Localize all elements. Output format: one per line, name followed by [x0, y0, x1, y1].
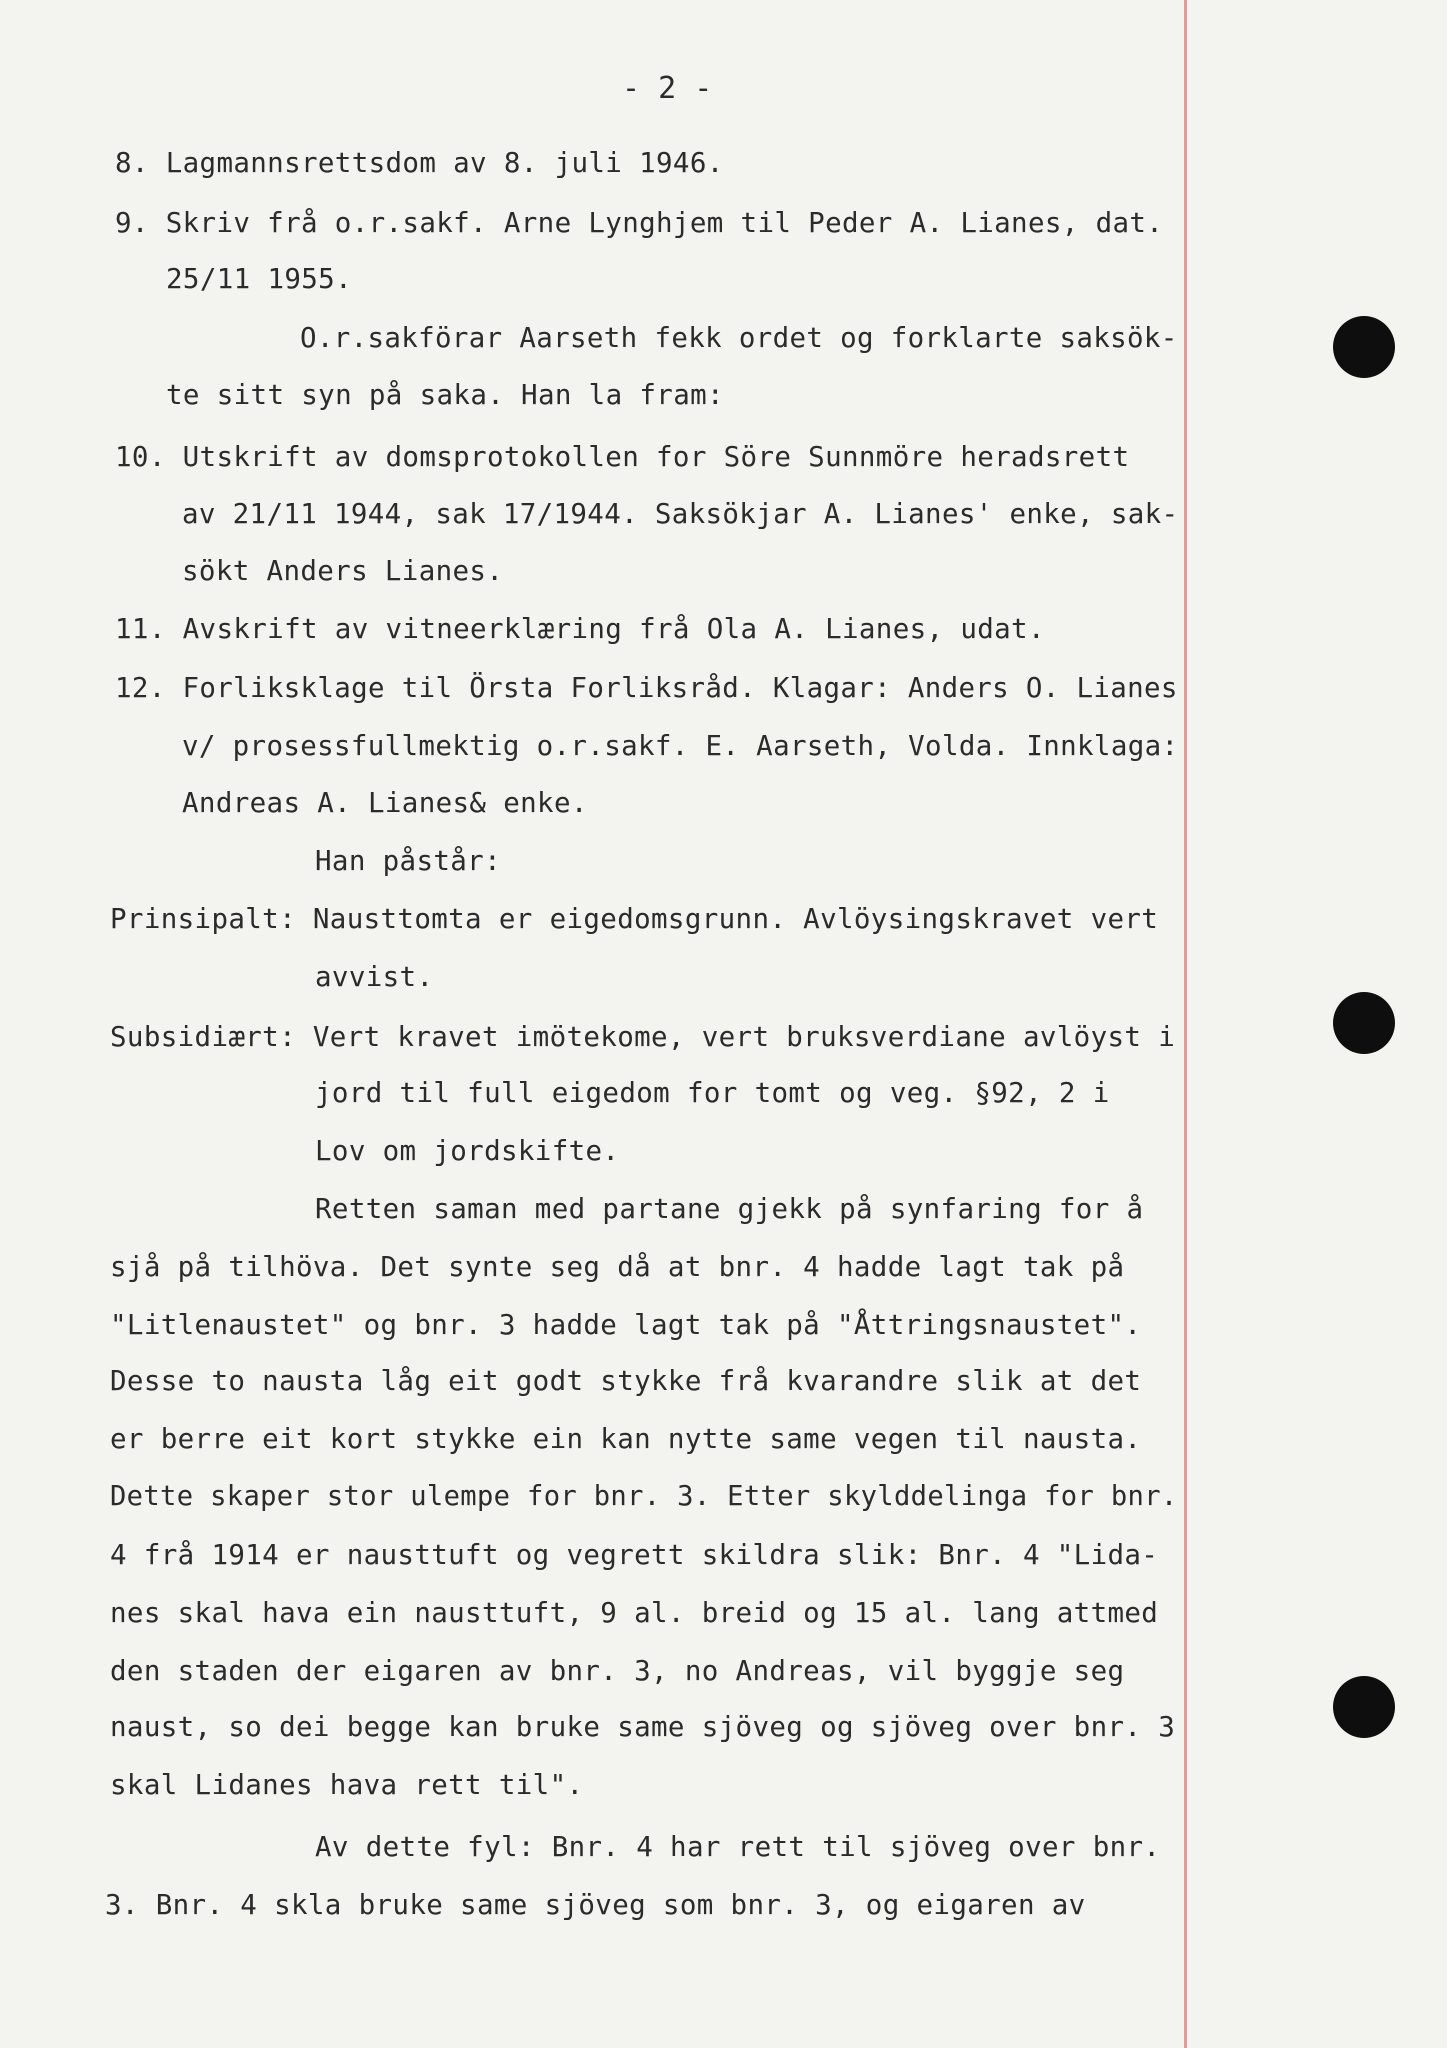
text-line: v/ prosessfullmektig o.r.sakf. E. Aarseth, Volda. Innklaga:: [182, 731, 1179, 762]
text-line: avvist.: [315, 961, 434, 993]
text-line: Desse to nausta låg eit godt stykke frå kvarandre slik at det: [110, 1365, 1142, 1397]
page-number: - 2 -: [622, 71, 713, 106]
text-line: er berre eit kort stykke ein kan nytte same vegen til nausta.: [110, 1423, 1142, 1455]
punch-hole-bottom: [1333, 1676, 1395, 1738]
text-line: 10. Utskrift av domsprotokollen for Söre Sunnmöre heradsrett: [115, 441, 1130, 473]
text-line: Subsidiært: Vert kravet imötekome, vert bruksverdiane avlöyst i: [110, 1021, 1176, 1053]
text-line: av 21/11 1944, sak 17/1944. Saksökjar A. Lianes' enke, sak-: [182, 499, 1179, 530]
text-line: Andreas A. Lianes& enke.: [182, 787, 588, 819]
text-line: skal Lidanes hava rett til".: [110, 1769, 584, 1801]
text-line: den staden der eigaren av bnr. 3, no Andreas, vil byggje seg: [110, 1655, 1125, 1687]
text-line: Prinsipalt: Nausttomta er eigedomsgrunn. Avlöysingskravet vert: [110, 903, 1159, 935]
text-line: Av dette fyl: Bnr. 4 har rett til sjöveg over bnr.: [315, 1831, 1161, 1863]
text-line: Dette skaper stor ulempe for bnr. 3. Etter skylddelinga for bnr.: [110, 1481, 1178, 1512]
text-line: 12. Forliksklage til Örsta Forliksråd. Klagar: Anders O. Lianes: [115, 673, 1178, 704]
text-line: sjå på tilhöva. Det synte seg då at bnr. 4 hadde lagt tak på: [110, 1251, 1125, 1283]
text-line: jord til full eigedom for tomt og veg. §92, 2 i: [315, 1077, 1110, 1109]
text-line: Retten saman med partane gjekk på synfaring for å: [315, 1193, 1144, 1225]
text-line: 8. Lagmannsrettsdom av 8. juli 1946.: [115, 147, 724, 179]
text-line: Han påstår:: [315, 845, 501, 877]
red-margin-line: [1184, 0, 1187, 2048]
text-line: nes skal hava ein nausttuft, 9 al. breid og 15 al. lang attmed: [110, 1597, 1159, 1629]
text-line: te sitt syn på saka. Han la fram:: [166, 379, 724, 411]
text-line: O.r.sakförar Aarseth fekk ordet og forklarte saksök-: [300, 323, 1178, 354]
text-line: "Litlenaustet" og bnr. 3 hadde lagt tak på "Åttringsnaustet".: [110, 1309, 1142, 1341]
text-line: sökt Anders Lianes.: [182, 555, 504, 587]
punch-hole-middle: [1333, 992, 1395, 1054]
text-line: naust, so dei begge kan bruke same sjöveg og sjöveg over bnr. 3: [110, 1711, 1176, 1743]
text-line: 9. Skriv frå o.r.sakf. Arne Lynghjem til Peder A. Lianes, dat.: [115, 207, 1164, 239]
text-line: 11. Avskrift av vitneerklæring frå Ola A. Lianes, udat.: [115, 613, 1045, 645]
text-line: 25/11 1955.: [166, 263, 352, 295]
punch-hole-top: [1333, 316, 1395, 378]
text-line: 3. Bnr. 4 skla bruke same sjöveg som bnr. 3, og eigaren av: [105, 1889, 1086, 1921]
text-line: 4 frå 1914 er nausttuft og vegrett skildra slik: Bnr. 4 "Lida-: [110, 1539, 1159, 1571]
text-line: Lov om jordskifte.: [315, 1135, 620, 1167]
